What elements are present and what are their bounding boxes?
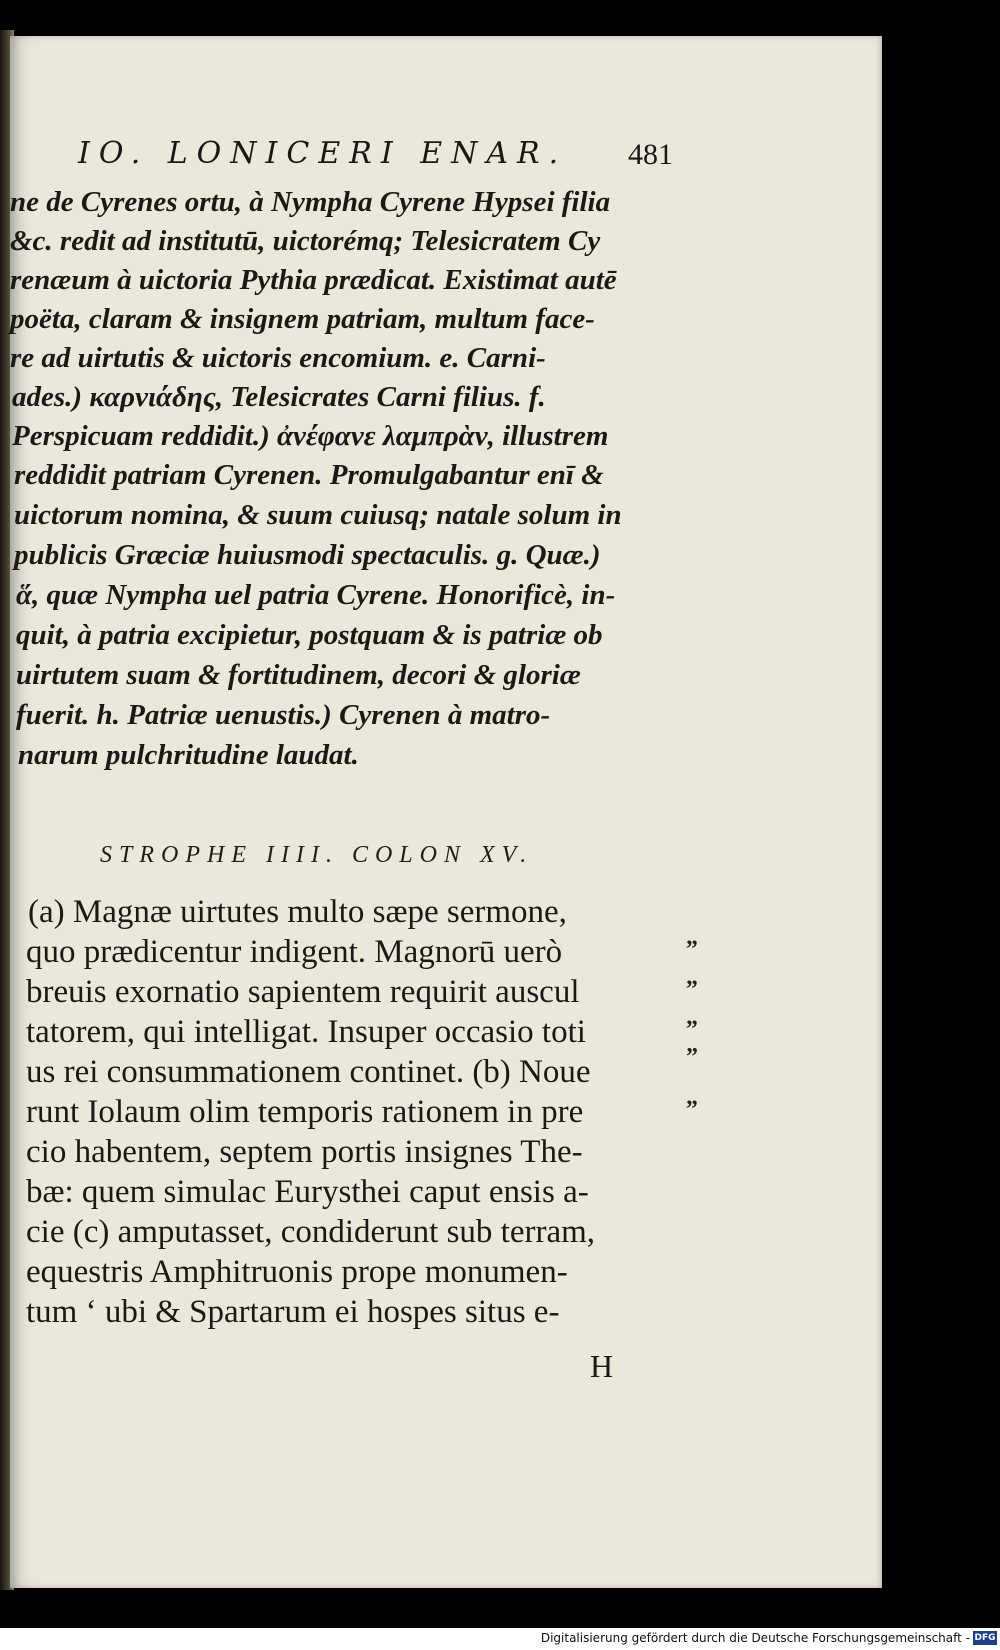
commentary-line: quit, à patria excipietur, postquam & is patriæ ob: [16, 619, 603, 651]
text-line: equestris Amphitruonis prope monumen-: [26, 1254, 568, 1290]
strophe-heading: STROPHE IIII. COLON XV.: [100, 842, 534, 868]
commentary-line: uictorum nomina, & suum cuiusq; natale solum in: [14, 499, 622, 531]
commentary-line: poëta, claram & insignem patriam, multum face-: [10, 303, 595, 335]
commentary-line: renæum à uictoria Pythia prædicat. Existimat autē: [10, 264, 617, 296]
commentary-line: reddidit patriam Cyrenen. Promulgabantur enī &: [14, 459, 604, 491]
margin-quote-mark: „: [686, 1004, 698, 1030]
text-line: runt Iolaum olim temporis rationem in pre: [26, 1094, 584, 1130]
commentary-line: Perspicuam reddidit.) ἀνέφανε λαμπρὰν, illustrem: [12, 420, 609, 452]
text-line: (a) Magnæ uirtutes multo sæpe sermone,: [28, 894, 567, 930]
margin-quote-mark: „: [686, 964, 698, 990]
text-line: tum ‘ ubi & Spartarum ei hospes situs e-: [26, 1294, 560, 1330]
margin-quote-mark: „: [686, 1084, 698, 1110]
text-line: tatorem, qui intelligat. Insuper occasio toti: [26, 1014, 586, 1050]
footer-attribution: Digitalisierung gefördert durch die Deutsche Forschungsgemeinschaft -: [540, 1631, 970, 1645]
commentary-line: fuerit. h. Patriæ uenustis.) Cyrenen à matro-: [16, 699, 551, 731]
digitization-footer: [0, 1628, 1000, 1650]
text-line: breuis exornatio sapientem requirit auscul: [26, 974, 580, 1010]
commentary-line: uirtutem suam & fortitudinem, decori & gloriæ: [16, 659, 581, 691]
page-number: 481: [628, 138, 673, 171]
page-header: [78, 136, 678, 176]
commentary-line: ἅ, quæ Nympha uel patria Cyrene. Honorificè, in-: [16, 579, 616, 611]
text-line: cie (c) amputasset, condiderunt sub terram,: [26, 1214, 596, 1250]
margin-quote-mark: „: [686, 924, 698, 950]
commentary-line: re ad uirtutis & uictoris encomium. e. Carni-: [10, 342, 546, 374]
commentary-line: ne de Cyrenes ortu, à Nympha Cyrene Hypsei filia: [10, 186, 611, 218]
text-line: us rei consummationem continet. (b) Noue: [26, 1054, 591, 1090]
text-line: cio habentem, septem portis insignes The-: [26, 1134, 583, 1170]
commentary-line: narum pulchritudine laudat.: [18, 739, 359, 771]
book-page: [10, 36, 882, 1588]
catchword: H: [590, 1348, 614, 1384]
running-head: IO. LONICERI ENAR.: [78, 136, 568, 171]
dfg-logo: DFG: [974, 1633, 996, 1643]
commentary-line: publicis Græciæ huiusmodi spectaculis. g. Quæ.): [14, 539, 601, 571]
commentary-line: ades.) καρνιάδης, Telesicrates Carni filius. f.: [12, 381, 546, 413]
margin-quote-mark: ”: [686, 1044, 698, 1070]
commentary-line: &c. redit ad institutū, uictorémq; Telesicratem Cy: [10, 225, 601, 257]
text-line: quo prædicentur indigent. Magnorū uerò: [26, 934, 563, 970]
text-line: bæ: quem simulac Eurysthei caput ensis a-: [26, 1174, 589, 1210]
